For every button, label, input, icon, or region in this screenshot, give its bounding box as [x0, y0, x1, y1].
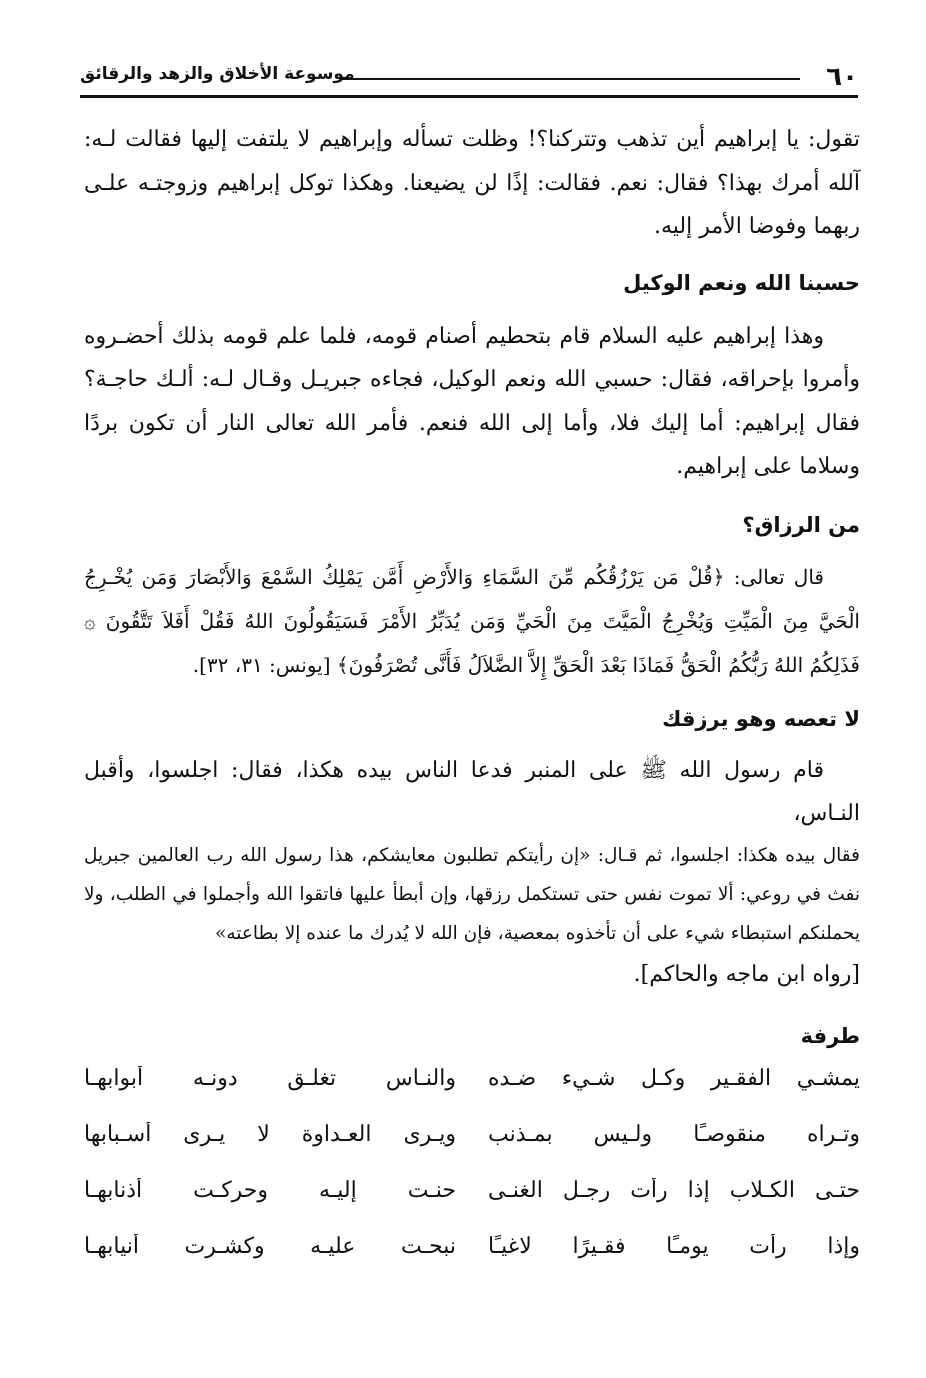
- poem-verse: [84, 1106, 860, 1162]
- poem: [84, 1050, 860, 1274]
- poem-second-hemistich: حنـت إليـه وحركـت أذنابهـا: [84, 1177, 456, 1203]
- poem-verse: [84, 1218, 860, 1274]
- section-heading-razzaq: من الرزاق؟: [742, 512, 860, 537]
- section-heading-hasbuna: حسبنا الله ونعم الوكيل: [623, 270, 860, 295]
- header-divider: [80, 95, 858, 98]
- hadith-citation: [رواه ابن ماجه والحاكم].: [633, 961, 860, 987]
- poem-verse: [84, 1050, 860, 1106]
- poem-second-hemistich: ويـرى العـداوة لا يـرى أسـبابها: [84, 1121, 456, 1147]
- hadith-intro: قام رسول الله ﷺ على المنبر فدعا الناس بيده هكذا، فقال: اجلسوا، وأقبل النـاس،: [84, 757, 860, 826]
- poem-verse: [84, 1162, 860, 1218]
- running-header: [80, 62, 858, 98]
- ibrahim-fire-paragraph: وهذا إبراهيم عليه السلام قام بتحطيم أصنام قومه، فلما علم قومه بذلك أحضـروه وأمروا بإحراقه، فقال: حسبي الله ونعم الوكيل، فجاءه جبريـل وقـال لـه: ألـك حاجـة؟ فقال إبراهيم: أما إليك فلا، وأما إلى الله فنعم. فأمر الله تعالى النار أن تكون بردًا وسلاما على إبراهيم.: [84, 323, 860, 479]
- header-rule: [340, 78, 800, 80]
- poem-second-hemistich: والنـاس تغلـق دونـه أبوابهـا: [84, 1065, 456, 1091]
- poem-first-hemistich: حتـى الكـلاب إذا رأت رجـل الغنـى: [488, 1177, 860, 1203]
- hadith-text: فقال بيده هكذا: اجلسوا، ثم قـال: «إن رأيتكم تطلبون معايشكم، هذا رسول الله رب العالمين جبريل نفث في روعي: ألا تموت نفس حتى تستكمل رزقها، وإن أبطأ عليها فاتقوا الله وأجملوا في الطلب، ولا يحملنكم استبطاء شيء على أن تأخذوه بمعصية، فإن الله لا يُدرك ما عنده إلا بطاعته»: [84, 844, 860, 944]
- quran-verse-paragraph: قال تعالى: ﴿قُلْ مَن يَرْزُقُكُم مِّنَ السَّمَاءِ وَالأَرْضِ أَمَّن يَمْلِكُ السَّمْعَ وَالأَبْصَارَ وَمَن يُخْـرِجُ الْحَيَّ مِنَ الْمَيِّتِ وَيُخْرِجُ الْمَيَّتَ مِنَ الْحَيِّ وَمَن يُدَبِّرُ الأَمْرَ فَسَيَقُولُونَ اللهُ فَقُلْ أَفَلاَ تَتَّقُونَ ۞ فَذَلِكُمُ اللهُ رَبُّكُمُ الْحَقُّ فَمَاذَا بَعْدَ الْحَقِّ إِلاَّ الضَّلاَلُ فَأَنَّى تُصْرَفُونَ﴾ [يونس: ٣١، ٣٢].: [84, 564, 860, 677]
- section-heading-tarfa: طرفة: [800, 1024, 860, 1048]
- poem-first-hemistich: يمشـي الفقـير وكـل شـيء ضـده: [488, 1065, 860, 1091]
- intro-paragraph: تقول: يا إبراهيم أين تذهب وتتركنا؟! وظلت تسأله وإبراهيم لا يلتفت إليها فقالت لـه: آلله أمرك بهذا؟ فقال: نعم. فقالت: إذًا لن يضيعنا. وهكذا توكل إبراهيم وزوجتـه علـى ربهما وفوضا الأمر إليه.: [84, 127, 860, 239]
- poem-first-hemistich: وإذا رأت يومـًا فقـيرًا لاغيـًا: [488, 1233, 860, 1259]
- section-heading-disobey: لا تعصه وهو يرزقك: [662, 706, 860, 731]
- poem-first-hemistich: وتـراه منقوصـًا ولـيس بمـذنب: [488, 1121, 860, 1147]
- page-content: [84, 118, 860, 1078]
- book-title: موسوعة الأخلاق والزهد والرقائق: [80, 64, 355, 84]
- page-number: ٦٠: [826, 62, 858, 92]
- poem-second-hemistich: نبحـت عليـه وكشـرت أنيابهـا: [84, 1233, 456, 1259]
